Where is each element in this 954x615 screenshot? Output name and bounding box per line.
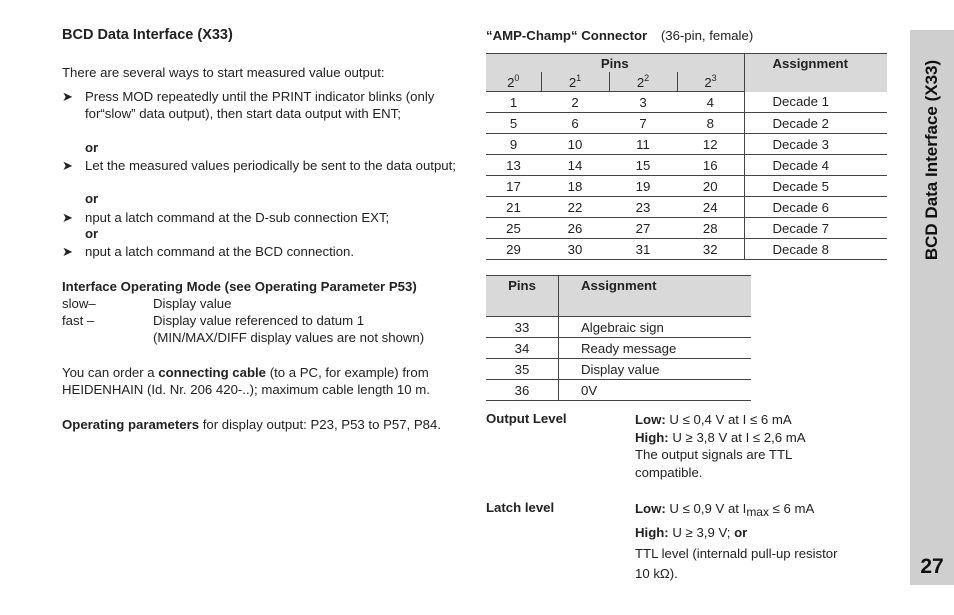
- list-item-text: nput a latch command at the D-sub connection EXT;: [85, 210, 390, 225]
- table-row: [486, 218, 887, 239]
- assignment-cell: Decade 7: [744, 218, 887, 239]
- params-bold: Operating parameters: [62, 417, 200, 432]
- high-label: High:: [635, 429, 669, 445]
- list-item: [62, 243, 462, 260]
- params-text: for display output: P23, P53 to P57, P84.: [199, 417, 441, 432]
- table-row: [486, 239, 887, 260]
- cable-text: You can order a: [62, 365, 159, 380]
- pin-cell: 27: [609, 218, 677, 239]
- pin-cell: 8: [677, 113, 744, 134]
- assignment-cell: Decade 5: [744, 176, 887, 197]
- arrow-icon: ➤: [62, 210, 73, 225]
- pin-cell: 13: [486, 155, 541, 176]
- assignment-cell: Decade 1: [744, 92, 887, 113]
- pin-cell: 18: [541, 176, 609, 197]
- or-label: or: [85, 140, 99, 155]
- arrow-icon: ➤: [62, 89, 73, 104]
- mode-heading: Interface Operating Mode (see Operating Parameter P53): [62, 279, 417, 294]
- list-item-text: nput a latch command at the BCD connection.: [85, 244, 355, 259]
- or-label: or: [85, 226, 99, 241]
- power-cell: [541, 72, 609, 92]
- assignment-cell: Decade 8: [744, 239, 887, 260]
- pin-cell: 15: [609, 155, 677, 176]
- mode-row: [62, 295, 231, 312]
- mode-value: Display value: [153, 296, 232, 311]
- section-heading: BCD Data Interface (X33): [62, 27, 233, 43]
- pin-cell: 35: [486, 359, 559, 380]
- arrow-icon: ➤: [62, 244, 73, 259]
- table-row: [486, 197, 887, 218]
- high-value: U ≥ 3,8 V at I ≤ 2,6 mA: [668, 429, 806, 445]
- power-cell: [677, 72, 744, 92]
- connector-name: “AMP-Champ“ Connector: [486, 28, 648, 43]
- pin-cell: 36: [486, 380, 559, 401]
- low-value-end: ≤ 6 mA: [768, 501, 815, 516]
- list-item: [62, 88, 462, 122]
- pin-cell: 17: [486, 176, 541, 197]
- assignment-cell: 0V: [559, 380, 752, 401]
- output-note: The output signals are TTL compatible.: [635, 447, 792, 480]
- power-exponent: 0: [514, 73, 520, 83]
- pins-header: Pins: [486, 54, 744, 73]
- assignment-header: Assignment: [744, 54, 887, 92]
- pin-cell: 28: [677, 218, 744, 239]
- list-item-text: Press MOD repeatedly until the PRINT indicator blinks (only for“slow” data output), then start data output with ENT;: [85, 89, 435, 121]
- or-label: or: [85, 191, 99, 206]
- pin-cell: 11: [609, 134, 677, 155]
- pin-cell: 14: [541, 155, 609, 176]
- pin-cell: 10: [541, 134, 609, 155]
- pins-header: Pins: [486, 276, 559, 317]
- table-row: [486, 338, 751, 359]
- mode-value: Display value referenced to datum 1: [153, 313, 365, 328]
- pin-cell: 34: [486, 338, 559, 359]
- assignment-cell: Decade 6: [744, 197, 887, 218]
- mode-row: [62, 329, 424, 346]
- pin-cell: 32: [677, 239, 744, 260]
- pin-cell: 23: [609, 197, 677, 218]
- power-cell: [609, 72, 677, 92]
- low-value: U ≤ 0,4 V at I ≤ 6 mA: [665, 412, 792, 427]
- power-exponent: 3: [711, 73, 717, 83]
- pin-cell: 12: [677, 134, 744, 155]
- table-row: [486, 317, 751, 338]
- pin-cell: 1: [486, 92, 541, 113]
- pin-cell: 30: [541, 239, 609, 260]
- pin-cell: 21: [486, 197, 541, 218]
- power-base: 2: [568, 75, 577, 90]
- low-label: Low:: [635, 412, 666, 427]
- page-number: 27: [920, 555, 944, 578]
- pin-assignment-table-2: [486, 275, 751, 401]
- table-row: [486, 134, 887, 155]
- power-base: 2: [507, 75, 515, 90]
- pin-cell: 5: [486, 113, 541, 134]
- pin-assignment-table: [486, 53, 887, 260]
- assignment-cell: Display value: [559, 359, 752, 380]
- pin-cell: 33: [486, 317, 559, 338]
- high-value: U ≥ 3,9 V;: [668, 524, 735, 540]
- power-base: 2: [704, 75, 712, 90]
- or-label: or: [734, 524, 748, 540]
- intro-text: There are several ways to start measured value output:: [62, 65, 385, 80]
- high-label: High:: [635, 524, 669, 540]
- mode-key: fast –: [62, 313, 95, 328]
- assignment-cell: Decade 3: [744, 134, 887, 155]
- mode-key: slow–: [62, 296, 96, 311]
- table-row: [486, 380, 751, 401]
- connector-title: [486, 28, 753, 43]
- assignment-cell: Algebraic sign: [559, 317, 752, 338]
- section-sidebar: [910, 30, 954, 585]
- power-base: 2: [636, 75, 645, 90]
- table-row: [486, 176, 887, 197]
- pin-cell: 9: [486, 134, 541, 155]
- pin-cell: 2: [541, 92, 609, 113]
- latch-level-label: Latch level: [486, 500, 555, 515]
- table-row: [486, 359, 751, 380]
- pin-cell: 3: [609, 92, 677, 113]
- pin-cell: 24: [677, 197, 744, 218]
- list-item: [62, 157, 462, 174]
- latch-note: TTL level (internald pull-up resistor 10 kΩ).: [635, 546, 838, 581]
- table-row: [486, 113, 887, 134]
- assignment-cell: Decade 4: [744, 155, 887, 176]
- power-exponent: 2: [644, 73, 650, 83]
- pin-cell: 26: [541, 218, 609, 239]
- list-item: [62, 209, 462, 226]
- pin-cell: 31: [609, 239, 677, 260]
- pin-cell: 16: [677, 155, 744, 176]
- pin-cell: 4: [677, 92, 744, 113]
- power-cell: [486, 72, 541, 92]
- low-label: Low:: [635, 501, 666, 516]
- assignment-cell: Decade 2: [744, 113, 887, 134]
- sidebar-title-box: [910, 30, 954, 290]
- pin-cell: 6: [541, 113, 609, 134]
- cable-bold: connecting cable: [158, 365, 267, 380]
- pin-cell: 29: [486, 239, 541, 260]
- assignment-cell: Ready message: [559, 338, 752, 359]
- assignment-header: Assignment: [559, 276, 752, 317]
- table-row: [486, 92, 887, 113]
- output-level-label: Output Level: [486, 411, 567, 426]
- list-item-text: Let the measured values periodically be sent to the data output;: [85, 158, 456, 173]
- table-row: [486, 155, 887, 176]
- pin-cell: 25: [486, 218, 541, 239]
- cable-text: (to a PC, for example) from HEIDENHAIN (Id. Nr. 206 420-..); maximum cable length 10 m.: [62, 365, 430, 397]
- connector-subtitle: (36-pin, female): [660, 28, 754, 43]
- cable-paragraph: [62, 364, 472, 398]
- sidebar-section-title: BCD Data Interface (X33): [922, 59, 941, 261]
- params-paragraph: [62, 416, 472, 433]
- mode-row: [62, 312, 364, 329]
- low-subscript: max: [746, 505, 769, 519]
- pin-cell: 7: [609, 113, 677, 134]
- latch-level-values: [635, 500, 855, 584]
- pin-cell: 22: [541, 197, 609, 218]
- pin-cell: 20: [677, 176, 744, 197]
- power-exponent: 1: [576, 73, 582, 83]
- pin-cell: 19: [609, 176, 677, 197]
- low-value: U ≤ 0,9 V at I: [665, 501, 747, 516]
- arrow-icon: ➤: [62, 158, 73, 173]
- output-level-values: [635, 411, 855, 481]
- mode-value: (MIN/MAX/DIFF display values are not shown): [153, 330, 425, 345]
